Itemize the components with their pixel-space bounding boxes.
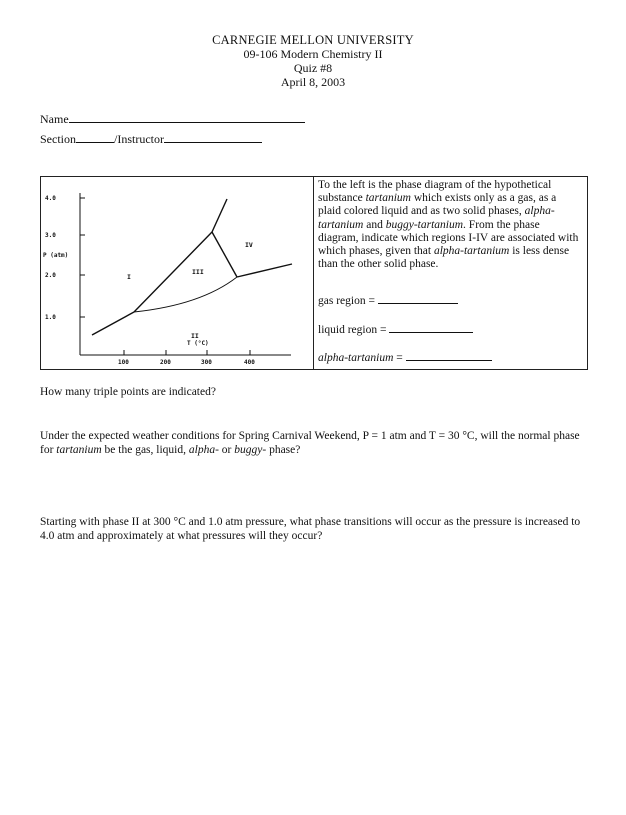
question-normal-phase [40, 429, 590, 457]
alpha-phase-name: alpha- [188, 444, 219, 456]
instructor-label: /Instructor [114, 132, 164, 146]
phase-diagram [41, 177, 313, 371]
phase-boundary-II-III [134, 277, 237, 312]
problem-description [318, 179, 582, 271]
question-text: or [218, 444, 235, 456]
sublimation-curve [92, 312, 134, 335]
description-text: and [363, 218, 386, 231]
y-tick-label: 3.0 [45, 232, 56, 239]
description-text: . From the phase diagram, indicate which regions I-IV are associated with which phases, given that [318, 218, 579, 258]
alpha-tartanium-blank[interactable] [406, 350, 492, 361]
substance-name: tartanium [365, 192, 411, 205]
buggy-phase-name: buggy-tartanium [385, 218, 464, 231]
instructor-blank[interactable] [164, 131, 262, 143]
x-tick-label: 300 [201, 359, 212, 366]
region-label: III [192, 268, 204, 276]
section-label: Section [40, 132, 76, 146]
phase-boundary-II-IV [237, 264, 292, 277]
phase-diagram-panel [40, 176, 588, 370]
x-tick-label: 200 [160, 359, 171, 366]
substance-name: tartanium [56, 444, 102, 456]
buggy-phase-name: buggy- [234, 444, 267, 456]
name-label: Name [40, 112, 69, 126]
quiz-date: April 8, 2003 [280, 75, 346, 89]
question-text: Under the expected weather conditions for Spring Carnival Weekend, P = 1 atm and T = 30 °C, will the normal phase for [40, 430, 580, 456]
alpha-tartanium-label: alpha-tartanium [318, 352, 394, 364]
section-blank[interactable] [76, 131, 114, 143]
description-paragraph [318, 179, 582, 271]
region-label: IV [245, 241, 253, 249]
description-text: which exists only as a gas, as a plaid colored liquid and as two solid phases, [318, 192, 557, 218]
alpha-phase-name: alpha-tartanium [433, 245, 510, 258]
region-label: II [191, 332, 199, 340]
alpha-phase-name: alpha-tartanium [318, 205, 555, 231]
x-axis-label: T (°C) [187, 340, 209, 347]
liquid-region-label: liquid region = [318, 324, 390, 336]
description-text: To the left is the phase diagram of the hypothetical substance [318, 179, 552, 205]
y-tick-label: 4.0 [45, 195, 56, 202]
name-field [40, 111, 305, 127]
phase-boundary-I-IV [212, 199, 227, 232]
x-tick-label: 100 [118, 359, 129, 366]
gas-region-label: gas region = [318, 295, 378, 307]
question-triple-points: How many triple points are indicated? [40, 386, 216, 398]
x-tick-label: 400 [244, 359, 255, 366]
question-text: phase? [266, 444, 301, 456]
course-title: 09-106 Modern Chemistry II [243, 47, 383, 61]
y-tick-label: 2.0 [45, 272, 56, 279]
question-phase-transitions: Starting with phase II at 300 °C and 1.0 atm pressure, what phase transitions will occur as the pressure is increased to 4.0 atm and approximately at what pressures will they occur? [40, 516, 581, 542]
document-header [0, 33, 626, 89]
description-text: is less dense than the other solid phase. [318, 245, 570, 271]
liquid-region-blank[interactable] [389, 322, 473, 333]
quiz-number: Quiz #8 [293, 61, 333, 75]
y-axis-label: P (atm) [43, 252, 69, 259]
question-text: be the gas, liquid, [101, 444, 189, 456]
gas-region-answer [318, 293, 458, 307]
y-tick-label: 1.0 [45, 314, 56, 321]
liquid-region-answer [318, 322, 473, 336]
panel-divider [313, 177, 314, 369]
alpha-tartanium-answer [318, 350, 492, 364]
phase-boundary-III-IV [212, 232, 237, 277]
name-blank[interactable] [69, 111, 305, 123]
section-field [40, 131, 262, 147]
equals-sign: = [393, 352, 406, 364]
university-name: CARNEGIE MELLON UNIVERSITY [212, 33, 414, 47]
region-label: I [127, 273, 131, 281]
gas-region-blank[interactable] [378, 293, 458, 304]
